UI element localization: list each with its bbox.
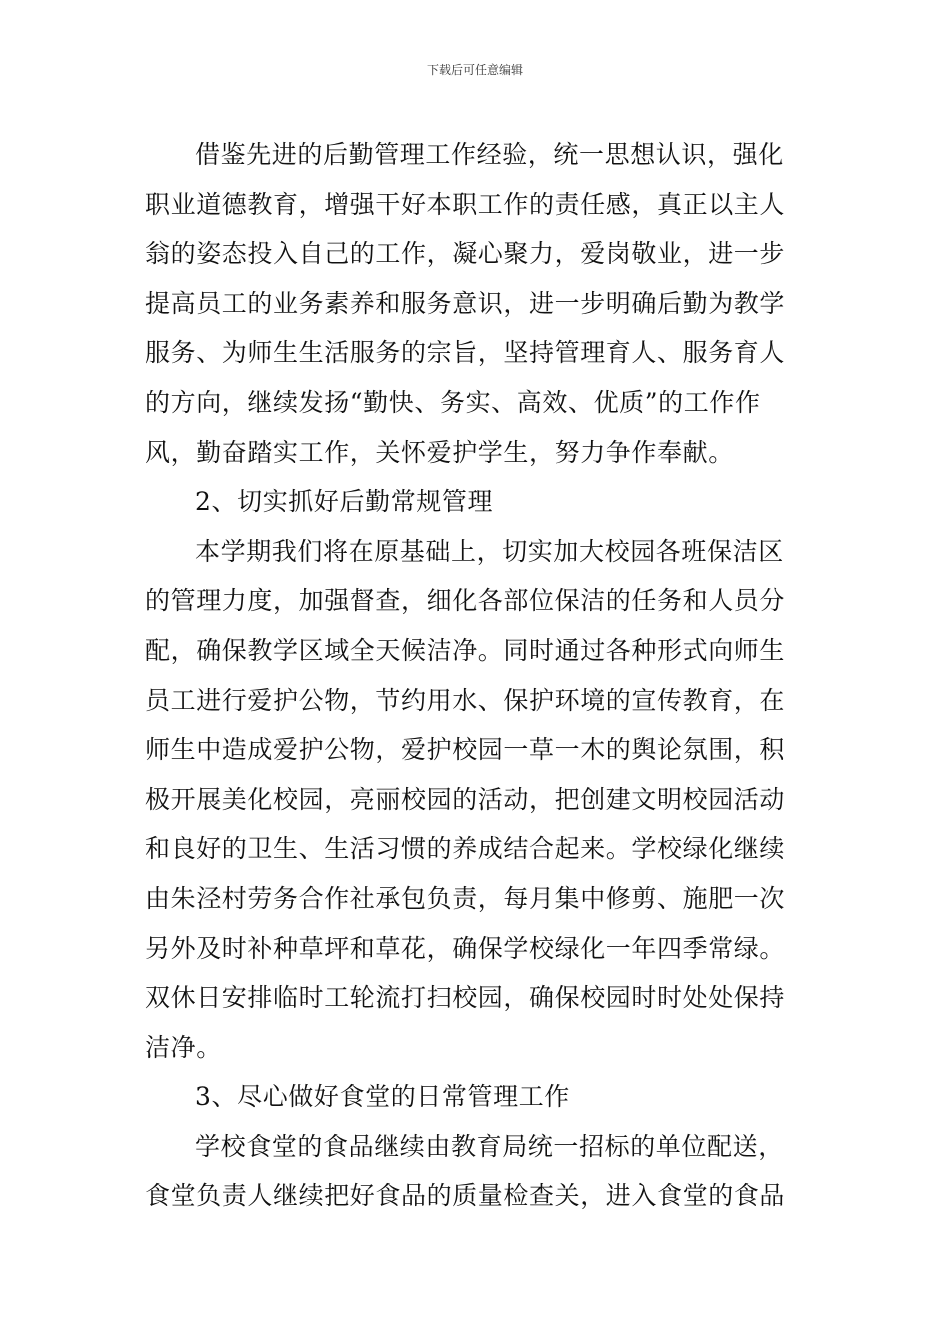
paragraph-line: 提高员工的业务素养和服务意识，进一步明确后勤为教学 (145, 288, 786, 318)
page-header-note: 下载后可任意编辑 (426, 63, 523, 77)
document-body (145, 130, 809, 1221)
paragraph-line: 洁净。 (145, 1032, 222, 1062)
paragraph-line: 食堂负责人继续把好食品的质量检查关，进入食堂的食品 (145, 1181, 786, 1211)
paragraph-line: 配，确保教学区域全天候洁净。同时通过各种形式向师生 (145, 635, 786, 665)
paragraph-line: 借鉴先进的后勤管理工作经验，统一思想认识，强化 (195, 140, 784, 169)
paragraph-line: 学校食堂的食品继续由教育局统一招标的单位配送， (195, 1131, 784, 1161)
paragraph-line: 师生中造成爱护公物，爱护校园一草一木的舆论氛围，积 (145, 735, 786, 765)
paragraph-line: 极开展美化校园，亮丽校园的活动，把创建文明校园活动 (145, 784, 786, 814)
paragraph-line: 另外及时补种草坪和草花，确保学校绿化一年四季常绿。 (145, 933, 786, 963)
section-heading: 3、尽心做好食堂的日常管理工作 (195, 1082, 570, 1112)
paragraph-line: 的管理力度，加强督查，细化各部位保洁的任务和人员分 (145, 586, 786, 616)
section-heading: 2、切实抓好后勤常规管理 (195, 487, 494, 517)
paragraph-line: 服务、为师生生活服务的宗旨，坚持管理育人、服务育人 (145, 338, 786, 368)
paragraph-line: 员工进行爱护公物，节约用水、保护环境的宣传教育，在 (145, 685, 786, 715)
paragraph-line: 本学期我们将在原基础上，切实加大校园各班保洁区 (195, 536, 784, 566)
paragraph-line: 翁的姿态投入自己的工作，凝心聚力，爱岗敬业，进一步 (145, 239, 786, 269)
paragraph-line: 双休日安排临时工轮流打扫校园，确保校园时时处处保持 (145, 983, 786, 1013)
paragraph-line: 职业道德教育，增强干好本职工作的责任感，真正以主人 (145, 189, 786, 219)
paragraph-line: 由朱泾村劳务合作社承包负责，每月集中修剪、施肥一次 (145, 883, 786, 913)
paragraph-line: 的方向，继续发扬“勤快、务实、高效、优质”的工作作 (145, 387, 761, 417)
paragraph-line: 风，勤奋踏实工作，关怀爱护学生，努力争作奉献。 (145, 437, 734, 467)
paragraph-line: 和良好的卫生、生活习惯的养成结合起来。学校绿化继续 (145, 834, 786, 864)
